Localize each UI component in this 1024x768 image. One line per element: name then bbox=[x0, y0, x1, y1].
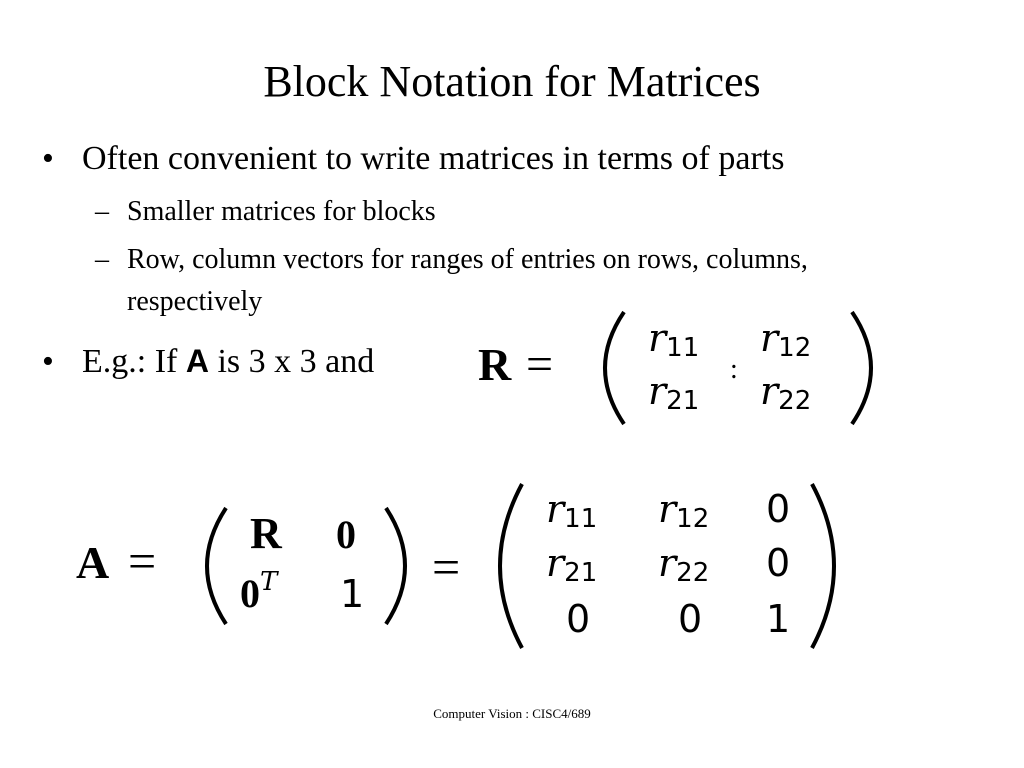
equation-r bbox=[478, 312, 871, 424]
left-paren bbox=[207, 508, 226, 624]
equals-sign: = bbox=[432, 539, 461, 595]
column-separator: : bbox=[730, 354, 738, 385]
matrix-entry: r22 bbox=[760, 369, 812, 416]
right-paren bbox=[852, 312, 871, 424]
block-one: 1 bbox=[340, 572, 365, 616]
matrix-entry: 0 bbox=[766, 541, 791, 585]
block-zero-vector: 0 bbox=[336, 512, 356, 557]
example-suffix: is 3 x 3 and bbox=[208, 343, 375, 380]
block-r: R bbox=[250, 509, 282, 558]
equals-sign: = bbox=[128, 533, 157, 589]
sub-bullet-continuation: respectively bbox=[127, 286, 263, 317]
matrix-entry: 1 bbox=[766, 597, 791, 641]
matrix-entry: r21 bbox=[648, 369, 700, 416]
example-prefix: E.g.: If bbox=[82, 343, 186, 380]
right-paren bbox=[386, 508, 405, 624]
matrix-entry: 0 bbox=[766, 487, 791, 531]
matrix-entry: r11 bbox=[648, 316, 700, 363]
bullet-text: Often convenient to write matrices in terms of parts bbox=[82, 140, 785, 177]
a-matrix-label: A bbox=[76, 537, 110, 588]
left-paren bbox=[500, 484, 522, 648]
matrix-entry: 0 bbox=[566, 597, 591, 641]
matrix-entry: r12 bbox=[760, 316, 812, 363]
sub-bullet-text: Smaller matrices for blocks bbox=[127, 196, 436, 227]
dash-marker: – bbox=[95, 196, 109, 227]
matrix-entry: r21 bbox=[546, 541, 598, 588]
equals-sign: = bbox=[526, 338, 554, 391]
matrix-symbol-a: A bbox=[185, 343, 209, 379]
matrix-entry: r11 bbox=[546, 487, 598, 534]
slide-title: Block Notation for Matrices bbox=[263, 57, 761, 106]
matrix-entry: r22 bbox=[658, 541, 710, 588]
left-paren bbox=[605, 312, 624, 424]
r-matrix-label: R bbox=[478, 339, 512, 390]
sub-bullet-text: Row, column vectors for ranges of entries on rows, columns, bbox=[127, 244, 808, 275]
right-paren bbox=[812, 484, 834, 648]
matrix-entry: 0 bbox=[678, 597, 703, 641]
equation-a bbox=[76, 484, 834, 648]
bullet-marker: • bbox=[42, 140, 54, 177]
block-zero-transpose: 0T bbox=[240, 567, 278, 616]
slide-footer: Computer Vision : CISC4/689 bbox=[433, 706, 591, 721]
bullet-marker: • bbox=[42, 343, 54, 380]
matrix-entry: r12 bbox=[658, 487, 710, 534]
dash-marker: – bbox=[95, 244, 109, 275]
